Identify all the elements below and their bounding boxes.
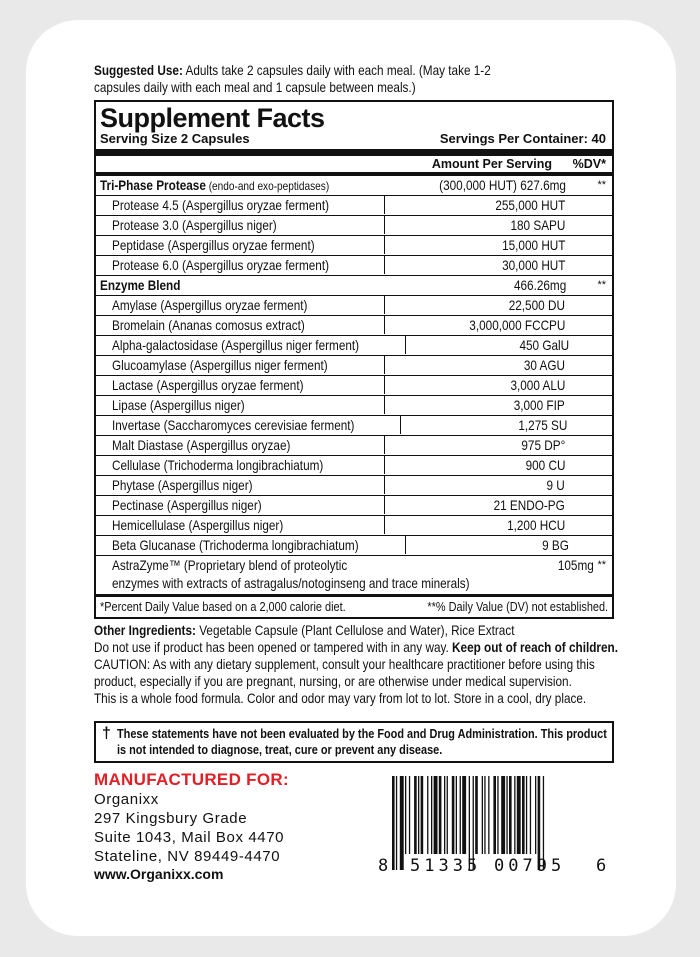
barcode-bar — [421, 776, 424, 854]
facts-title: Supplement Facts — [100, 103, 325, 133]
barcode-bar — [475, 776, 478, 854]
tamper-warning: Do not use if product has been opened or tampered with in any way. — [94, 639, 453, 655]
website-url[interactable]: www.Organixx.com — [94, 866, 224, 882]
enzyme-item-value: 22,500 DU — [508, 297, 565, 313]
dv-header: %DV* — [572, 157, 606, 171]
astrazyme-value: 105mg — [557, 557, 594, 573]
protease-item-value: 15,000 HUT — [501, 237, 565, 253]
barcode-bar — [409, 776, 410, 854]
enzyme-item-name: Lipase (Aspergillus niger) — [112, 397, 245, 413]
enzyme-item-name: Malt Diastase (Aspergillus oryzae) — [112, 437, 291, 453]
barcode-bar — [434, 776, 438, 854]
barcode-bar — [400, 776, 404, 870]
enzyme-item-name: Lactase (Aspergillus oryzae ferment) — [112, 377, 304, 393]
protease-item-row — [96, 196, 612, 216]
disclaimer-line1: These statements have not been evaluated by the Food and Drug Administration. This product — [116, 726, 607, 741]
barcode-first-digit: 8 — [378, 856, 389, 876]
enzyme-group-dv: ** — [597, 279, 606, 291]
disclaimer-line2: is not intended to diagnose, treat, cure or prevent any disease. — [116, 742, 443, 757]
enzyme-item-value: 9 U — [546, 477, 565, 493]
enzyme-item-value: 1,275 SU — [518, 417, 568, 433]
caution-line2: product, especially if you are pregnant, nursing, or are otherwise under medical supervision. — [94, 673, 572, 689]
enzyme-group-row — [96, 276, 612, 296]
enzyme-item-name: Hemicellulase (Aspergillus niger) — [112, 517, 284, 533]
keep-out-warning: Keep out of reach of children. — [452, 639, 619, 655]
enzyme-item-row — [96, 456, 612, 476]
astrazyme-line1: AstraZyme™ (Proprietary blend of proteolytic — [112, 557, 348, 573]
footnote-percent-dv: *Percent Daily Value based on a 2,000 calorie diet. — [100, 599, 346, 614]
enzyme-item-row — [96, 416, 612, 436]
enzyme-item-value: 3,000 FIP — [514, 397, 565, 413]
barcode-bar — [452, 776, 455, 854]
enzyme-item-value: 900 CU — [525, 457, 565, 473]
address-line: Stateline, NV 89449-4470 — [94, 848, 281, 865]
enzyme-item-value: 450 GalU — [519, 337, 569, 353]
manufactured-for-title: MANUFACTURED FOR: — [94, 770, 289, 789]
barcode-bar — [447, 776, 448, 854]
barcode-bar — [530, 776, 531, 854]
enzyme-item-name: Glucoamylase (Aspergillus niger ferment) — [112, 357, 328, 373]
barcode-bar — [493, 776, 496, 854]
astrazyme-line2: enzymes with extracts of astragalus/notoginseng and trace minerals) — [112, 575, 470, 591]
enzyme-item-name: Alpha-galactosidase (Aspergillus niger ferment) — [112, 337, 360, 353]
astrazyme-row — [96, 556, 612, 594]
barcode-bar — [488, 776, 489, 854]
barcode-bar — [405, 776, 406, 854]
other-ingredients-text: Vegetable Capsule (Plant Cellulose and Water), Rice Extract — [195, 622, 515, 638]
thick-divider — [96, 149, 612, 156]
barcode-bar — [460, 776, 461, 854]
protease-item-name: Protease 4.5 (Aspergillus oryzae ferment) — [112, 197, 330, 213]
serving-info — [96, 131, 612, 146]
protease-item-name: Peptidase (Aspergillus oryzae ferment) — [112, 237, 315, 253]
enzyme-item-name: Pectinase (Aspergillus niger) — [112, 497, 262, 513]
barcode-bar — [462, 776, 466, 854]
barcode-bar — [456, 776, 457, 854]
enzyme-item-row — [96, 316, 612, 336]
enzyme-item-value: 1,200 HCU — [506, 517, 565, 533]
barcode-bar — [509, 776, 512, 854]
address-line: Suite 1043, Mail Box 4470 — [94, 829, 285, 846]
barcode-bar — [522, 776, 525, 854]
enzyme-item-name: Amylase (Aspergillus oryzae ferment) — [112, 297, 308, 313]
address-line: 297 Kingsbury Grade — [94, 810, 248, 827]
protease-item-name: Protease 3.0 (Aspergillus niger) — [112, 217, 277, 233]
barcode-bar — [414, 776, 417, 854]
protease-group-name: Tri-Phase Protease — [100, 177, 206, 193]
enzyme-item-name: Invertase (Saccharomyces cerevisiae ferment) — [112, 417, 355, 433]
barcode-right-digits: 00795 — [494, 856, 566, 876]
enzyme-item-row — [96, 436, 612, 456]
barcode-bar — [526, 776, 527, 854]
suggested-use-text: Adults take 2 capsules daily with each meal. (May take 1-2 — [182, 62, 491, 78]
barcode-bar — [392, 776, 395, 870]
enzyme-group-value: 466.26mg — [513, 277, 566, 293]
enzyme-item-row — [96, 536, 612, 556]
astrazyme-dv: ** — [597, 559, 606, 571]
facts-footnote — [96, 597, 612, 617]
enzyme-item-name: Cellulase (Trichoderma longibrachiatum) — [112, 457, 324, 473]
enzyme-item-row — [96, 396, 612, 416]
barcode-bar — [427, 776, 428, 854]
whole-food-note: This is a whole food formula. Color and odor may vary from lot to lot. Store in a cool, dry place. — [94, 690, 587, 706]
enzyme-item-value: 9 BG — [541, 537, 569, 553]
enzyme-item-name: Beta Glucanase (Trichoderma longibrachiatum) — [112, 537, 359, 553]
suggested-use-label: Suggested Use: — [94, 62, 183, 78]
protease-items — [96, 196, 612, 276]
serving-size: Serving Size 2 Capsules — [100, 131, 250, 146]
protease-item-name: Protease 6.0 (Aspergillus oryzae ferment) — [112, 257, 330, 273]
barcode-bar — [484, 776, 485, 854]
enzyme-item-value: 3,000 ALU — [510, 377, 565, 393]
enzyme-item-value: 3,000,000 FCCPU — [468, 317, 565, 333]
column-header — [96, 156, 612, 173]
barcode-left-digits: 51335 — [410, 856, 482, 876]
enzyme-item-value: 975 DP° — [521, 437, 565, 453]
manufacturer-address — [94, 790, 334, 866]
other-ingredients-label: Other Ingredients: — [94, 622, 196, 638]
fda-disclaimer — [94, 721, 614, 763]
other-info — [94, 622, 619, 707]
barcode-bar — [444, 776, 445, 854]
barcode-bar — [431, 776, 432, 854]
barcode-bar — [517, 776, 521, 854]
enzyme-item-row — [96, 476, 612, 496]
enzyme-item-row — [96, 296, 612, 316]
barcode-bar — [482, 776, 483, 854]
barcode-check-digit: 6 — [596, 856, 607, 876]
enzyme-item-row — [96, 376, 612, 396]
enzyme-item-row — [96, 496, 612, 516]
barcode-bar — [535, 776, 536, 854]
barcode-bar — [418, 776, 419, 854]
manufacturer-block — [94, 770, 334, 882]
barcode-bar — [514, 776, 515, 854]
barcode-bar — [501, 776, 505, 854]
protease-item-value: 255,000 HUT — [495, 197, 565, 213]
enzyme-item-row — [96, 336, 612, 356]
suggested-use-line2: capsules daily with each meal and 1 capsule between meals.) — [94, 79, 416, 95]
enzyme-items — [96, 296, 612, 556]
barcode-bar — [506, 776, 507, 854]
suggested-use — [94, 62, 614, 96]
barcode-bar — [396, 776, 397, 870]
protease-item-value: 180 SAPU — [510, 217, 565, 233]
barcode-bar — [439, 776, 442, 854]
label-content — [94, 62, 619, 763]
protease-item-row — [96, 256, 612, 276]
enzyme-item-row — [96, 356, 612, 376]
barcode-bar — [497, 776, 498, 854]
protease-group-row — [96, 176, 612, 196]
enzyme-item-value: 21 ENDO-PG — [493, 497, 565, 513]
dagger-symbol: † — [102, 725, 111, 742]
protease-group-dv: ** — [597, 179, 606, 191]
caution-line1: CAUTION: As with any dietary supplement, consult your healthcare practitioner before using this — [94, 656, 595, 672]
enzyme-group-name: Enzyme Blend — [100, 277, 181, 293]
protease-item-row — [96, 216, 612, 236]
servings-per-container: Servings Per Container: 40 — [439, 131, 606, 146]
enzyme-item-row — [96, 516, 612, 536]
protease-item-row — [96, 236, 612, 256]
protease-group-value: (300,000 HUT) 627.6mg — [439, 177, 566, 193]
protease-group-note: (endo-and exo-peptidases) — [205, 179, 330, 193]
protease-item-value: 30,000 HUT — [501, 257, 565, 273]
footnote-dv-not-established: **% Daily Value (DV) not established. — [427, 599, 608, 614]
supplement-facts-panel — [94, 100, 614, 619]
enzyme-item-name: Bromelain (Ananas comosus extract) — [112, 317, 305, 333]
address-line: Organixx — [94, 791, 159, 808]
enzyme-item-name: Phytase (Aspergillus niger) — [112, 477, 253, 493]
enzyme-item-value: 30 AGU — [523, 357, 565, 373]
amount-per-serving-header: Amount Per Serving — [431, 157, 552, 171]
